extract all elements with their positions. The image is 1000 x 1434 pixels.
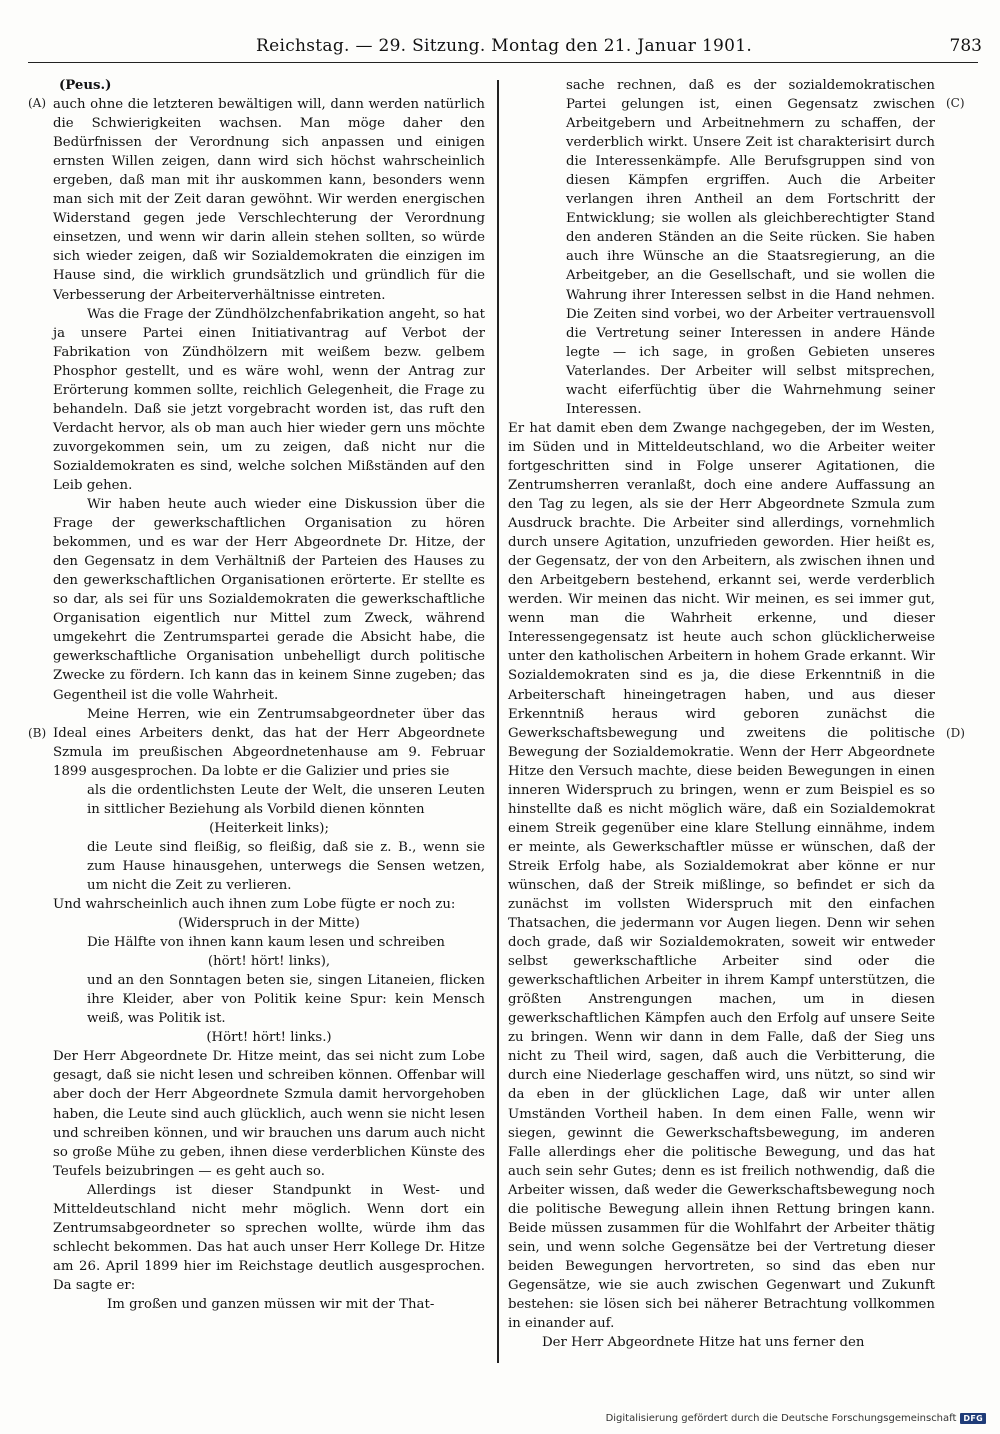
speaker-name: (Peus.) — [59, 78, 112, 93]
paragraph: auch ohne die letzteren bewältigen will, dann werden natürlich die Schwierigkeiten wachsen. Man möge daher den Bedürfnissen der Verordnung sich anpassen und einigen ernsten Willen zeigen, dann wird sich höchst wahrscheinlich ergeben, daß man mit ihr auskommen kann, besonders wenn man sich mit der Zeit daran gewöhnt. Wir werden energischen Widerstand gegen jede Verschlechterung der Verordnung einsetzen, und wenn wir darin allein stehen sollten, so würde sich wieder zeigen, daß wir Sozialdemokraten die einzigen im Hause sind, die wirklich grundsätzlich und gründlich für die Verbesserung der Arbeiterverhältnisse eintreten. — [53, 97, 485, 303]
page-number: 783 — [949, 36, 982, 56]
paragraph: Und wahrscheinlich auch ihnen zum Lobe fügte er noch zu: — [53, 897, 456, 913]
header-rule — [28, 62, 978, 63]
paragraph: (Hört! hört! links.) — [206, 1030, 332, 1046]
paragraph: sache rechnen, daß es der sozialdemokratischen Partei gelungen ist, einen Gegensatz zwischen Arbeitgebern und Arbeitnehmern zu schaffen, der verderblich wirkt. Unsere Zeit ist charakterisirt durch die Interessenkämpfe. Alle Berufsgruppen sind von diesen Kämpfen ergriffen. Auch die Arbeiter verlangen ihren Antheil an dem Fortschritt der Entwicklung; sie wollen als gleichberechtigter Stand den anderen Ständen an die Seite rücken. Sie haben auch ihre Wünsche an die Staatsregierung, an die Arbeitgeber, an die Gesellschaft, und sie wollen die Wahrung ihrer Interessen selbst in die Hand nehmen. Die Zeiten sind vorbei, wo der Arbeiter vertrauensvoll die Vertretung seiner Interessen in andere Hände legte — ich sage, in großen Gebieten unseres Vaterlandes. Der Arbeiter will selbst mitsprechen, wacht eiferfüchtig über die Wahrnehmung seiner Interessen. — [566, 78, 935, 417]
paragraph: (Heiterkeit links); — [209, 820, 329, 836]
dfg-logo: DFG — [960, 1413, 986, 1424]
paragraph: Er hat damit eben dem Zwange nachgegeben, der im Westen, im Süden und in Mitteldeutschland, wo die Arbeiter weiter fortgeschritten sind in Folge unserer Agitationen, die Zentrumsherren veranlaßt, doch eine andere Auffassung an den Tag zu legen, als sie der Herr Abgeordnete Szmula zum Ausdruck brachte. Die Arbeiter sind allerdings, vornehmlich durch unsere Agitation, unzufrieden geworden. Hier heißt es, der Gegensatz, der von den Arbeitern, als zwischen ihnen und den Arbeitgebern bestehend, erkannt sei, werde verderblich werden. Wir meinen das nicht. Wir meinen, es sei immer gut, wenn man die Wahrheit erkenne, und dieser Interessengegensatz ist heute auch schon glücklicherweise unter den katholischen Arbeitern in hohem Grade erkannt. Wir Sozialdemokraten sind es ja, die diese Erkenntniß in die Arbeiterschaft hineingetragen haben, und aus dieser Erkenntniß heraus wird geboren zunächst die Gewerkschaftsbewegung und zweitens die politische Bewegung der Sozialdemokratie. Wenn der Herr Abgeordnete Hitze den Versuch machte, diese beiden Bewegungen in einen inneren Widerspruch zu bringen, wenn er zum Beispiel es so hinstellte daß es nicht möglich wäre, daß ein Sozialdemokrat einem Streik gegenüber eine klare Stellung einnähme, indem er meinte, als Gewerkschaftler müsse er wünschen, daß der Streik Erfolg habe, als Sozialdemokrat aber könne er nur wünschen, daß der Streik mißlinge, so befindet er sich da zunächst im vollsten Widerspruch mit den einfachen Thatsachen, die jedermann vor Augen liegen. Denn wir sehen doch grade, daß wir Sozialdemokraten, soweit wir entweder selbst gewerkschaftliche Arbeiter sind oder die gewerkschaftlichen Arbeiter in ihrem Kampf unterstützen, die größten Anstrengungen machen, um in diesen gewerkschaftlichen Kämpfen auch den Erfolg auf unsere Seite zu bringen. Wenn wir dann in dem Falle, daß der Sieg uns nicht zu Theil wird, sagen, daß auch die Verbitterung, die durch eine Niederlage geschaffen wird, uns nützt, so sind wir da eben in der glücklichen Lage, daß wir unter allen Umständen Vortheil haben. In dem einen Falle, wenn wir siegen, gewinnt die Gewerkschaftsbewegung, im anderen Falle allerdings eher die politische Bewegung, und das hat auch sein sehr Gutes; denn es ist freilich nothwendig, daß die Arbeiter wissen, daß weder die Gewerkschaftsbewegung noch die politische Bewegung allein ihnen Rettung bringen kann. Beide müssen zusammen für die Wohlfahrt der Arbeiter thätig sein, und wenn solche Gegensätze bei der Vertretung dieser beiden Bewegungen hervortreten, so sind das eben nur Gegensätze, wie sie auch zwischen Gegenwart und Zukunft bestehen: sie lösen sich bei näherer Betrachtung vollkommen in einander auf. — [508, 420, 935, 1332]
paragraph: als die ordentlichsten Leute der Welt, die unseren Leuten in sittlicher Beziehung als Vorbild dienen könnten — [87, 782, 485, 817]
paragraph: Der Herr Abgeordnete Hitze hat uns ferner den — [542, 1335, 865, 1351]
paragraph: Meine Herren, wie ein Zentrumsabgeordneter über das Ideal eines Arbeiters denkt, das hat der Herr Abgeordnete Szmula im preußischen Abgeordnetenhause am 9. Februar 1899 ausgesprochen. Da lobte er die Galizier und pries sie — [53, 706, 485, 779]
paragraph: (hört! hört! links), — [207, 954, 331, 970]
footer — [606, 1413, 986, 1424]
funding-note: Digitalisierung gefördert durch die Deutsche Forschungsgemeinschaft — [605, 1413, 957, 1424]
margin-marker-c: (C) — [946, 96, 965, 110]
left-paragraphs — [53, 95, 485, 1314]
paragraph: die Leute sind fleißig, so fleißig, daß sie z. B., wenn sie zum Hause hinausgehen, unterwegs die Sensen wetzen, um nicht die Zeit zu verlieren. — [87, 839, 485, 893]
paragraph: Was die Frage der Zündhölzchenfabrikation angeht, so hat ja unsere Partei einen Initiativantrag auf Verbot der Fabrikation von Zündhölzern mit weißem bezw. gelbem Phosphor gestellt, und es wäre wohl, wenn der Antrag zur Erörterung kommen sollte, reichlich Gelegenheit, die Frage zu behandeln. Daß sie jetzt vorgebracht worden ist, das ruft den Verdacht hervor, als ob man auch hier wieder gern uns möchte zuvorgekommen sein, um zu zeigen, daß nicht nur die Sozialdemokraten es sind, welche solchen Mißständen auf den Leib gehen. — [53, 306, 485, 493]
paragraph: (Widerspruch in der Mitte) — [178, 916, 360, 932]
margin-marker-d: (D) — [946, 726, 965, 740]
right-column — [508, 76, 935, 1352]
paragraph: Allerdings ist dieser Standpunkt in West- und Mitteldeutschland nicht mehr möglich. Wenn dort ein Zentrumsabgeordneter so sprechen wollte, würde ihm das schlecht bekommen. Das hat auch unser Herr Kollege Dr. Hitze am 26. April 1899 hier im Reichstage deutlich ausgesprochen. Da sagte er: — [53, 1182, 485, 1293]
left-column — [53, 76, 485, 1314]
paragraph: Der Herr Abgeordnete Dr. Hitze meint, das sei nicht zum Lobe gesagt, daß sie nicht lesen und schreiben können. Offenbar will aber doch der Herr Abgeordnete Szmula damit hervorgehoben haben, die Leute sind auch glücklich, auch wenn sie nicht lesen und schreiben können, und wir brauchen uns darum auch nicht so große Mühe zu geben, ihnen diese verderblichen Künste des Teufels beizubringen — es geht auch so. — [53, 1049, 485, 1179]
column-divider — [497, 80, 499, 1363]
margin-marker-a: (A) — [28, 96, 47, 110]
right-paragraphs — [508, 76, 935, 1352]
paragraph: Die Hälfte von ihnen kann kaum lesen und schreiben — [87, 935, 445, 951]
paragraph: und an den Sonntagen beten sie, singen Litaneien, flicken ihre Kleider, aber von Politik keine Spur: kein Mensch weiß, was Politik ist. — [87, 973, 485, 1027]
paragraph: Wir haben heute auch wieder eine Diskussion über die Frage der gewerkschaftlichen Organisation zu hören bekommen, und es war der Herr Abgeordnete Dr. Hitze, der den Gegensatz in dem Verhältniß der Parteien des Hauses zu den gewerkschaftlichen Organisationen erörterte. Er stellte es so dar, als sei für uns Sozialdemokraten die gewerkschaftliche Organisation eigentlich nur Mittel zum Zweck, während umgekehrt die Zentrumspartei gerade die Absicht habe, die gewerkschaftliche Organisation unbehelligt durch politische Zwecke zu fördern. Ich kann das in keinem Sinne zugeben; das Gegentheil ist die volle Wahrheit. — [53, 497, 485, 703]
margin-marker-b: (B) — [28, 726, 47, 740]
running-title: Reichstag. — 29. Sitzung. Montag den 21. Januar 1901. — [256, 36, 753, 56]
paragraph: Im großen und ganzen müssen wir mit der That- — [107, 1297, 435, 1312]
page-header — [0, 0, 1000, 62]
